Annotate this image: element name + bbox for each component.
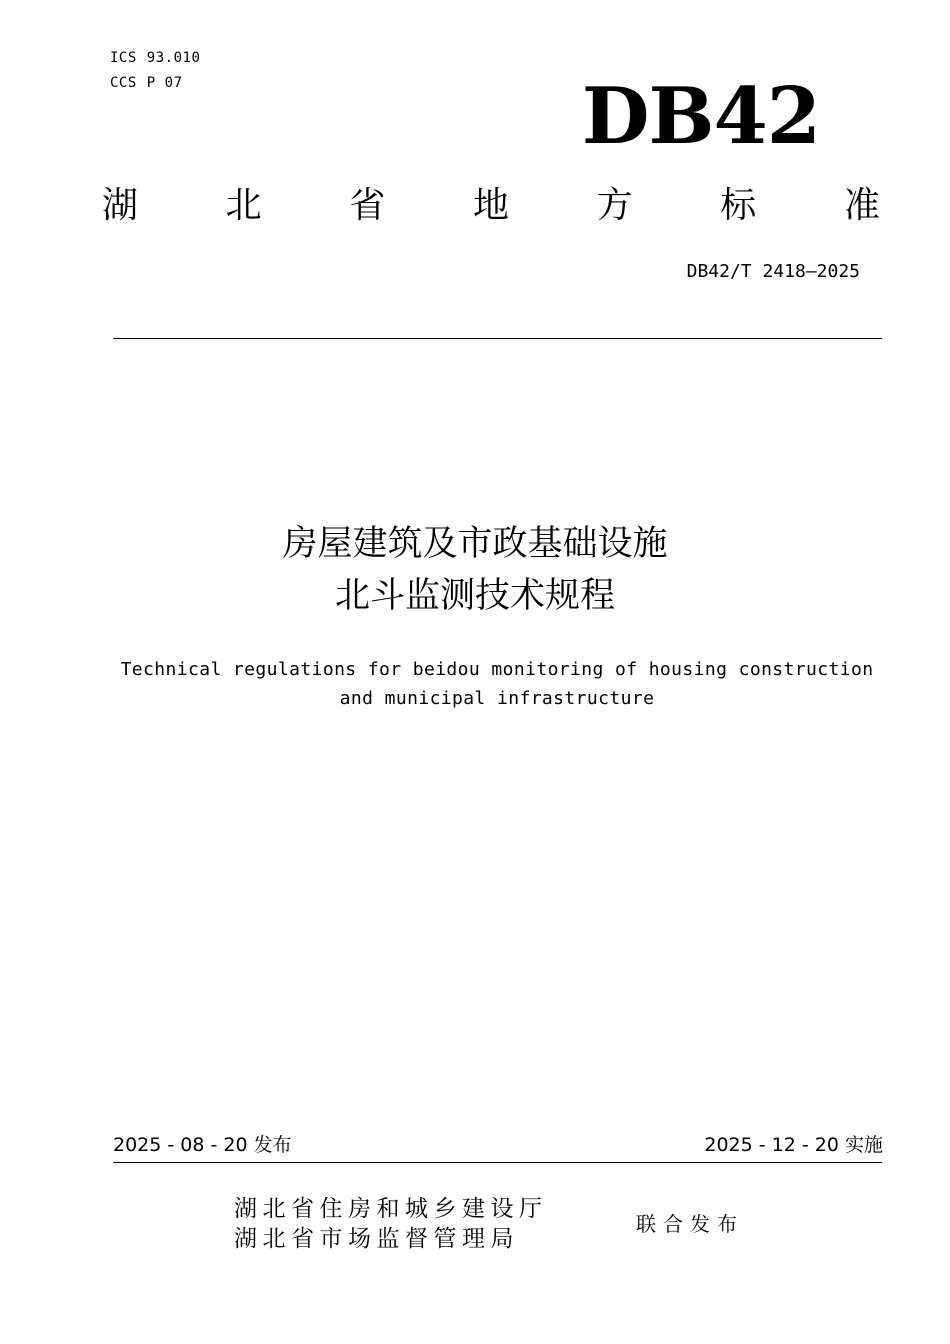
ccs-code bbox=[110, 71, 200, 96]
standard-code-logo: DB42 bbox=[581, 71, 820, 162]
category-char: 省 bbox=[349, 185, 386, 226]
category-char: 湖 bbox=[102, 185, 139, 226]
ccs-label: CCS bbox=[110, 75, 137, 91]
ccs-value: P 07 bbox=[146, 75, 183, 91]
title-zh-line-1: 房屋建筑及市政基础设施 bbox=[282, 524, 668, 564]
issuing-authorities bbox=[234, 1194, 548, 1254]
bottom-divider bbox=[113, 1162, 882, 1163]
document-title-english bbox=[0, 655, 950, 713]
classification-codes bbox=[110, 46, 200, 96]
category-char: 方 bbox=[596, 185, 633, 226]
ics-value: 93.010 bbox=[146, 50, 201, 66]
title-en-line-2: and municipal infrastructure bbox=[339, 688, 655, 709]
standard-number: DB42/T 2418—2025 bbox=[686, 261, 860, 282]
issue-date: 2025 - 08 - 20 发布 bbox=[113, 1134, 292, 1156]
category-char: 标 bbox=[720, 185, 757, 226]
issuer-2: 湖北省市场监督管理局 bbox=[234, 1226, 519, 1252]
top-divider bbox=[113, 338, 882, 339]
issuer-1: 湖北省住房和城乡建设厅 bbox=[234, 1196, 548, 1222]
title-en-line-1: Technical regulations for beidou monitoring of housing construction bbox=[120, 659, 874, 680]
ics-label: ICS bbox=[110, 50, 137, 66]
joint-issue-label: 联合发布 bbox=[636, 1212, 744, 1236]
category-char: 北 bbox=[225, 185, 262, 226]
document-title-chinese bbox=[0, 518, 950, 622]
category-char: 准 bbox=[843, 185, 880, 226]
title-zh-line-2: 北斗监测技术规程 bbox=[334, 576, 615, 616]
standard-category bbox=[102, 182, 880, 230]
category-char: 地 bbox=[472, 185, 509, 226]
ics-code bbox=[110, 46, 200, 71]
implementation-date: 2025 - 12 - 20 实施 bbox=[704, 1134, 883, 1156]
